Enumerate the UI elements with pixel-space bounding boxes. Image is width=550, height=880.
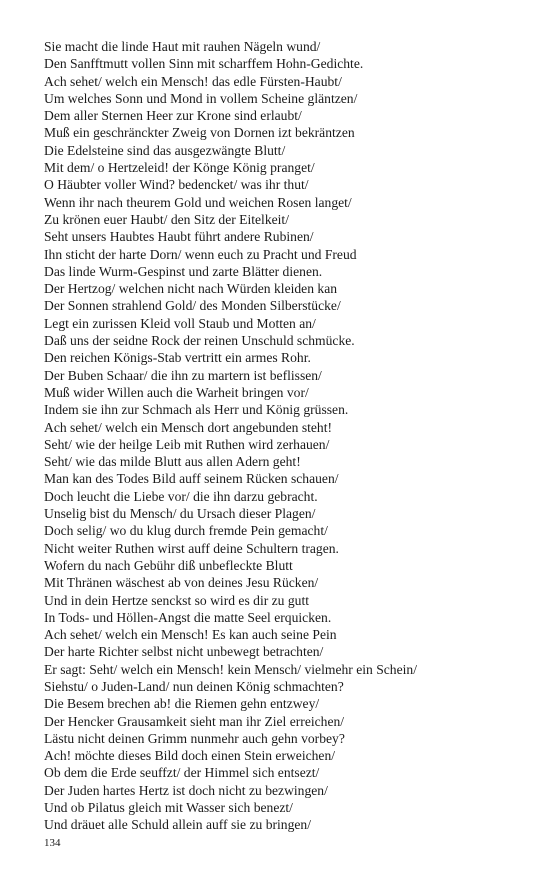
poem-line: Der Hertzog/ welchen nicht nach Würden kleiden kan [44, 281, 338, 297]
poem-line: Dem aller Sternen Heer zur Krone sind erlaubt/ [44, 108, 302, 124]
poem-line: Den Sanfftmutt vollen Sinn mit scharffem Hohn-Gedichte. [44, 56, 364, 72]
poem-line: Ach sehet/ welch ein Mensch! Es kan auch seine Pein [44, 627, 337, 643]
poem-line: Ach! möchte dieses Bild doch einen Stein erweichen/ [44, 748, 336, 764]
poem-line: In Tods- und Höllen-Angst die matte Seel erquicken. [44, 609, 332, 625]
poem-line: Das linde Wurm-Gespinst und zarte Blätter dienen. [44, 263, 323, 279]
poem-line: Der Juden hartes Hertz ist doch nicht zu bezwingen/ [44, 782, 328, 798]
poem-line: Indem sie ihn zur Schmach als Herr und König grüssen. [44, 402, 349, 418]
poem-line: Sie macht die linde Haut mit rauhen Nägeln wund/ [44, 39, 321, 54]
poem-line: Wenn ihr nach theurem Gold und weichen Rosen langet/ [44, 194, 352, 210]
poem-line: Ob dem die Erde seuffzt/ der Himmel sich entsezt/ [44, 765, 320, 781]
poem-line: Er sagt: Seht/ welch ein Mensch! kein Mensch/ vielmehr ein Schein/ [44, 661, 417, 677]
poem-line: Ach sehet/ welch ein Mensch dort angebunden steht! [44, 419, 333, 435]
poem-line: Seht/ wie das milde Blutt aus allen Adern geht! [44, 454, 301, 470]
poem-line: Und in dein Hertze senckst so wird es dir zu gutt [44, 592, 310, 608]
poem-line: Nicht weiter Ruthen wirst auff deine Schultern tragen. [44, 540, 339, 556]
poem-line: O Häubter voller Wind? bedencket/ was ihr thut/ [44, 177, 309, 193]
page-number: 134 [44, 837, 61, 849]
poem-line: Seht/ wie der heilge Leib mit Ruthen wird zerhauen/ [44, 436, 330, 452]
poem-line: Seht unsers Haubtes Haubt führt andere Rubinen/ [44, 229, 314, 245]
poem-line: Man kan des Todes Bild auff seinem Rücken schauen/ [44, 471, 339, 487]
poem-line: Der Buben Schaar/ die ihn zu martern ist beflissen/ [44, 367, 322, 383]
poem-line: Unselig bist du Mensch/ du Ursach dieser Plagen/ [44, 506, 316, 522]
poem-line: Der harte Richter selbst nicht unbewegt betrachten/ [44, 644, 324, 660]
poem-line: Und ob Pilatus gleich mit Wasser sich benezt/ [44, 800, 293, 816]
poem-line: Legt ein zurissen Kleid voll Staub und Motten an/ [44, 315, 316, 331]
poem-line: Zu krönen euer Haubt/ den Sitz der Eitelkeit/ [44, 211, 289, 227]
poem-line: Der Hencker Grausamkeit sieht man ihr Ziel erreichen/ [44, 713, 345, 729]
poem-text [44, 38, 544, 834]
poem-line: Den reichen Königs-Stab vertritt ein armes Rohr. [44, 350, 311, 366]
poem-line: Ihn sticht der harte Dorn/ wenn euch zu Pracht und Freud [44, 246, 357, 262]
poem-line: Und dräuet alle Schuld allein auff sie zu bringen/ [44, 817, 312, 833]
poem-line: Daß uns der seidne Rock der reinen Unschuld schmücke. [44, 333, 355, 349]
poem-line: Mit dem/ o Hertzeleid! der Könge König pranget/ [44, 160, 315, 176]
poem-line: Mit Thränen wäschest ab von deines Jesu Rücken/ [44, 575, 319, 591]
poem-line: Muß wider Willen auch die Warheit bringen vor/ [44, 384, 309, 400]
poem-line: Siehstu/ o Juden-Land/ nun deinen König schmachten? [44, 678, 344, 694]
poem-line: Doch selig/ wo du klug durch fremde Pein gemacht/ [44, 523, 328, 539]
poem-line: Die Edelsteine sind das ausgezwängte Blutt/ [44, 142, 286, 158]
poem-line: Die Besem brechen ab! die Riemen gehn entzwey/ [44, 696, 320, 712]
poem-line: Doch leucht die Liebe vor/ die ihn darzu gebracht. [44, 488, 318, 504]
poem-line: Ach sehet/ welch ein Mensch! das edle Fürsten-Haubt/ [44, 73, 342, 89]
poem-line: Um welches Sonn und Mond in vollem Scheine gläntzen/ [44, 90, 358, 106]
poem-line: Lästu nicht deinen Grimm nunmehr auch gehn vorbey? [44, 730, 345, 746]
poem-line: Der Sonnen strahlend Gold/ des Monden Silberstücke/ [44, 298, 341, 314]
poem-line: Muß ein geschränckter Zweig von Dornen izt bekräntzen [44, 125, 355, 141]
poem-line: Wofern du nach Gebühr diß unbefleckte Blutt [44, 557, 293, 573]
